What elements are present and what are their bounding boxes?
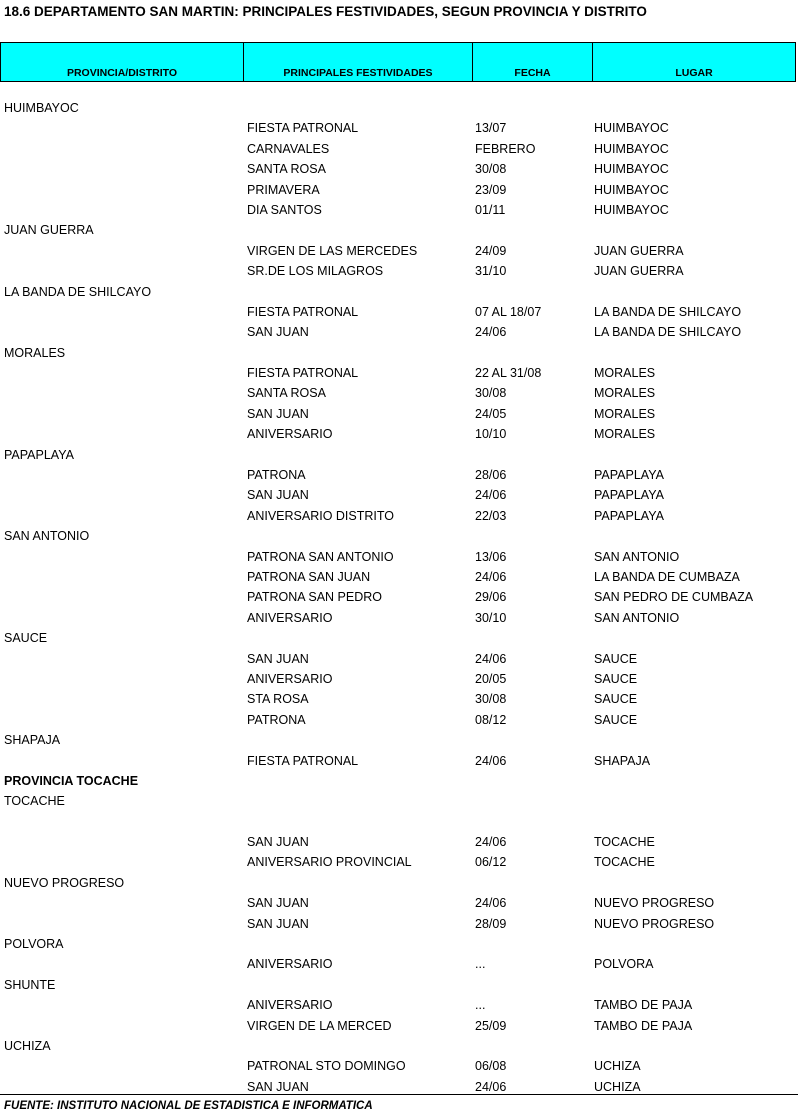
table-row	[0, 689, 798, 709]
table-row	[0, 159, 798, 179]
festividad-cell: SANTA ROSA	[247, 162, 326, 177]
district-label: NUEVO PROGRESO	[4, 875, 125, 890]
table-row	[0, 302, 798, 322]
lugar-cell: MORALES	[594, 427, 656, 442]
district-label: MORALES	[4, 345, 66, 360]
lugar-cell: SAN ANTONIO	[594, 610, 680, 625]
festividad-cell: FIESTA PATRONAL	[247, 304, 359, 319]
district-label: JUAN GUERRA	[4, 223, 94, 238]
festividad-cell: VIRGEN DE LAS MERCEDES	[247, 243, 418, 258]
festividad-cell: SAN JUAN	[247, 835, 309, 850]
table-row	[0, 832, 798, 852]
lugar-cell: MORALES	[594, 366, 656, 381]
district-label: TOCACHE	[4, 794, 65, 809]
fecha-cell: ...	[475, 957, 486, 972]
district-label: LA BANDA DE SHILCAYO	[4, 284, 152, 299]
district-label: SAN ANTONIO	[4, 529, 90, 544]
festividad-cell: FIESTA PATRONAL	[247, 753, 359, 768]
table-row	[0, 852, 798, 872]
page-title: 18.6 DEPARTAMENTO SAN MARTIN: PRINCIPALES FESTIVIDADES, SEGUN PROVINCIA Y DISTRITO	[4, 4, 647, 19]
table-body	[0, 98, 798, 1097]
district-row	[0, 628, 798, 648]
fecha-cell: 08/12	[475, 712, 507, 727]
festividad-cell: ANIVERSARIO	[247, 610, 333, 625]
festividad-cell: SAN JUAN	[247, 651, 309, 666]
district-row	[0, 220, 798, 240]
district-row	[0, 771, 798, 791]
table-row	[0, 363, 798, 383]
table-row	[0, 200, 798, 220]
table-row	[0, 424, 798, 444]
fecha-cell: 13/07	[475, 121, 507, 136]
district-row	[0, 873, 798, 893]
lugar-cell: TAMBO DE PAJA	[594, 1018, 693, 1033]
fecha-cell: 07 AL 18/07	[475, 304, 542, 319]
lugar-cell: MORALES	[594, 406, 656, 421]
fecha-cell: 30/08	[475, 162, 507, 177]
festividad-cell: STA ROSA	[247, 692, 309, 707]
fecha-cell: 28/09	[475, 916, 507, 931]
table-row	[0, 608, 798, 628]
district-row	[0, 1036, 798, 1056]
lugar-cell: TOCACHE	[594, 855, 655, 870]
table-row	[0, 812, 798, 832]
festividad-cell: PATRONA SAN ANTONIO	[247, 549, 394, 564]
lugar-cell: PAPAPLAYA	[594, 508, 664, 523]
festividad-cell: PATRONA	[247, 468, 306, 483]
lugar-cell: PAPAPLAYA	[594, 488, 664, 503]
festividad-cell: PATRONAL STO DOMINGO	[247, 1059, 406, 1074]
table-row	[0, 180, 798, 200]
fecha-cell: 06/12	[475, 855, 507, 870]
district-label: SAUCE	[4, 631, 48, 646]
district-label: POLVORA	[4, 937, 64, 952]
header-principales-festividades: PRINCIPALES FESTIVIDADES	[244, 43, 473, 81]
district-row	[0, 791, 798, 811]
lugar-cell: HUIMBAYOC	[594, 162, 669, 177]
lugar-cell: LA BANDA DE CUMBAZA	[594, 569, 740, 584]
fecha-cell: 28/06	[475, 468, 507, 483]
lugar-cell: NUEVO PROGRESO	[594, 916, 715, 931]
fecha-cell: 24/06	[475, 651, 507, 666]
header-fecha: FECHA	[473, 43, 593, 81]
fecha-cell: 31/10	[475, 264, 507, 279]
fecha-cell: 30/10	[475, 610, 507, 625]
table-row	[0, 118, 798, 138]
festividad-cell: SAN JUAN	[247, 896, 309, 911]
festividad-cell: SAN JUAN	[247, 1079, 309, 1094]
festividad-cell: ANIVERSARIO DISTRITO	[247, 508, 395, 523]
district-label: SHUNTE	[4, 977, 56, 992]
table-row	[0, 649, 798, 669]
fecha-cell: 29/06	[475, 590, 507, 605]
lugar-cell: SAN PEDRO DE CUMBAZA	[594, 590, 754, 605]
lugar-cell: HUIMBAYOC	[594, 141, 669, 156]
table-row	[0, 1016, 798, 1036]
table-row	[0, 710, 798, 730]
table-row	[0, 404, 798, 424]
lugar-cell: SAUCE	[594, 651, 638, 666]
table-row	[0, 914, 798, 934]
source-note: FUENTE: INSTITUTO NACIONAL DE ESTADISTICA E INFORMATICA	[4, 1100, 373, 1112]
festividad-cell: PATRONA	[247, 712, 306, 727]
fecha-cell: 30/08	[475, 386, 507, 401]
fecha-cell: 22 AL 31/08	[475, 366, 542, 381]
lugar-cell: JUAN GUERRA	[594, 243, 684, 258]
district-label: SHAPAJA	[4, 733, 61, 748]
fecha-cell: 01/11	[475, 202, 506, 217]
lugar-cell: HUIMBAYOC	[594, 121, 669, 136]
festividad-cell: ANIVERSARIO	[247, 998, 333, 1013]
festividad-cell: SAN JUAN	[247, 325, 309, 340]
festividad-cell: FIESTA PATRONAL	[247, 121, 359, 136]
footer-divider	[0, 1094, 798, 1095]
lugar-cell: TAMBO DE PAJA	[594, 998, 693, 1013]
lugar-cell: SAUCE	[594, 671, 638, 686]
fecha-cell: 24/06	[475, 896, 507, 911]
province-label: PROVINCIA TOCACHE	[4, 773, 139, 788]
table-row	[0, 587, 798, 607]
fecha-cell: 20/05	[475, 671, 507, 686]
fecha-cell: 24/09	[475, 243, 507, 258]
lugar-cell: SAN ANTONIO	[594, 549, 680, 564]
table-row	[0, 139, 798, 159]
table-row	[0, 322, 798, 342]
district-label: PAPAPLAYA	[4, 447, 74, 462]
district-row	[0, 98, 798, 118]
fecha-cell: 24/06	[475, 325, 507, 340]
lugar-cell: POLVORA	[594, 957, 654, 972]
lugar-cell: LA BANDA DE SHILCAYO	[594, 304, 742, 319]
festividad-cell: SAN JUAN	[247, 916, 309, 931]
lugar-cell: UCHIZA	[594, 1059, 641, 1074]
fecha-cell: 25/09	[475, 1018, 507, 1033]
fecha-cell: 30/08	[475, 692, 507, 707]
table-header	[0, 42, 796, 82]
fecha-cell: 24/05	[475, 406, 507, 421]
header-lugar: LUGAR	[675, 67, 713, 79]
lugar-cell: LA BANDA DE SHILCAYO	[594, 325, 742, 340]
lugar-cell: HUIMBAYOC	[594, 182, 669, 197]
district-row	[0, 445, 798, 465]
festividad-cell: ANIVERSARIO	[247, 427, 333, 442]
fecha-cell: FEBRERO	[475, 141, 536, 156]
fecha-cell: 24/06	[475, 1079, 507, 1094]
table-row	[0, 751, 798, 771]
lugar-cell: SAUCE	[594, 712, 638, 727]
district-label: UCHIZA	[4, 1038, 51, 1053]
festividad-cell: ANIVERSARIO	[247, 671, 333, 686]
table-row	[0, 465, 798, 485]
fecha-cell: 10/10	[475, 427, 507, 442]
festividad-cell: VIRGEN DE LA MERCED	[247, 1018, 392, 1033]
district-row	[0, 730, 798, 750]
fecha-cell: ...	[475, 998, 486, 1013]
table-row	[0, 485, 798, 505]
lugar-cell: HUIMBAYOC	[594, 202, 669, 217]
district-label: HUIMBAYOC	[4, 101, 79, 115]
table-row	[0, 567, 798, 587]
lugar-cell: UCHIZA	[594, 1079, 641, 1094]
district-row	[0, 526, 798, 546]
festividad-cell: DIA SANTOS	[247, 202, 322, 217]
fecha-cell: 24/06	[475, 753, 507, 768]
festividad-cell: PATRONA SAN PEDRO	[247, 590, 382, 605]
table-row	[0, 241, 798, 261]
festividad-cell: SAN JUAN	[247, 406, 309, 421]
table-row	[0, 506, 798, 526]
district-row	[0, 282, 798, 302]
lugar-cell: SAUCE	[594, 692, 638, 707]
festividad-cell: SANTA ROSA	[247, 386, 326, 401]
festividad-cell: SR.DE LOS MILAGROS	[247, 264, 384, 279]
festividad-cell: SAN JUAN	[247, 488, 309, 503]
table-row	[0, 1056, 798, 1076]
lugar-cell: JUAN GUERRA	[594, 264, 684, 279]
district-row	[0, 343, 798, 363]
fecha-cell: 13/06	[475, 549, 507, 564]
table-row	[0, 547, 798, 567]
table-row	[0, 995, 798, 1015]
fecha-cell: 24/06	[475, 488, 507, 503]
lugar-cell: PAPAPLAYA	[594, 468, 664, 483]
table-row	[0, 954, 798, 974]
fecha-cell: 22/03	[475, 508, 507, 523]
fecha-cell: 06/08	[475, 1059, 507, 1074]
district-row	[0, 975, 798, 995]
table-row	[0, 261, 798, 281]
lugar-cell: NUEVO PROGRESO	[594, 896, 715, 911]
lugar-cell: SHAPAJA	[594, 753, 651, 768]
table-row	[0, 893, 798, 913]
fecha-cell: 24/06	[475, 835, 507, 850]
festividad-cell: PRIMAVERA	[247, 182, 320, 197]
festividad-cell: ANIVERSARIO	[247, 957, 333, 972]
table-row	[0, 669, 798, 689]
lugar-cell: TOCACHE	[594, 835, 655, 850]
festividad-cell: FIESTA PATRONAL	[247, 366, 359, 381]
festividad-cell: ANIVERSARIO PROVINCIAL	[247, 855, 412, 870]
header-provincia-distrito: PROVINCIA/DISTRITO	[1, 43, 244, 81]
fecha-cell: 24/06	[475, 569, 507, 584]
district-row	[0, 934, 798, 954]
festividad-cell: PATRONA SAN JUAN	[247, 569, 371, 584]
fecha-cell: 23/09	[475, 182, 507, 197]
lugar-cell: MORALES	[594, 386, 656, 401]
festividad-cell: CARNAVALES	[247, 141, 330, 156]
table-row	[0, 383, 798, 403]
